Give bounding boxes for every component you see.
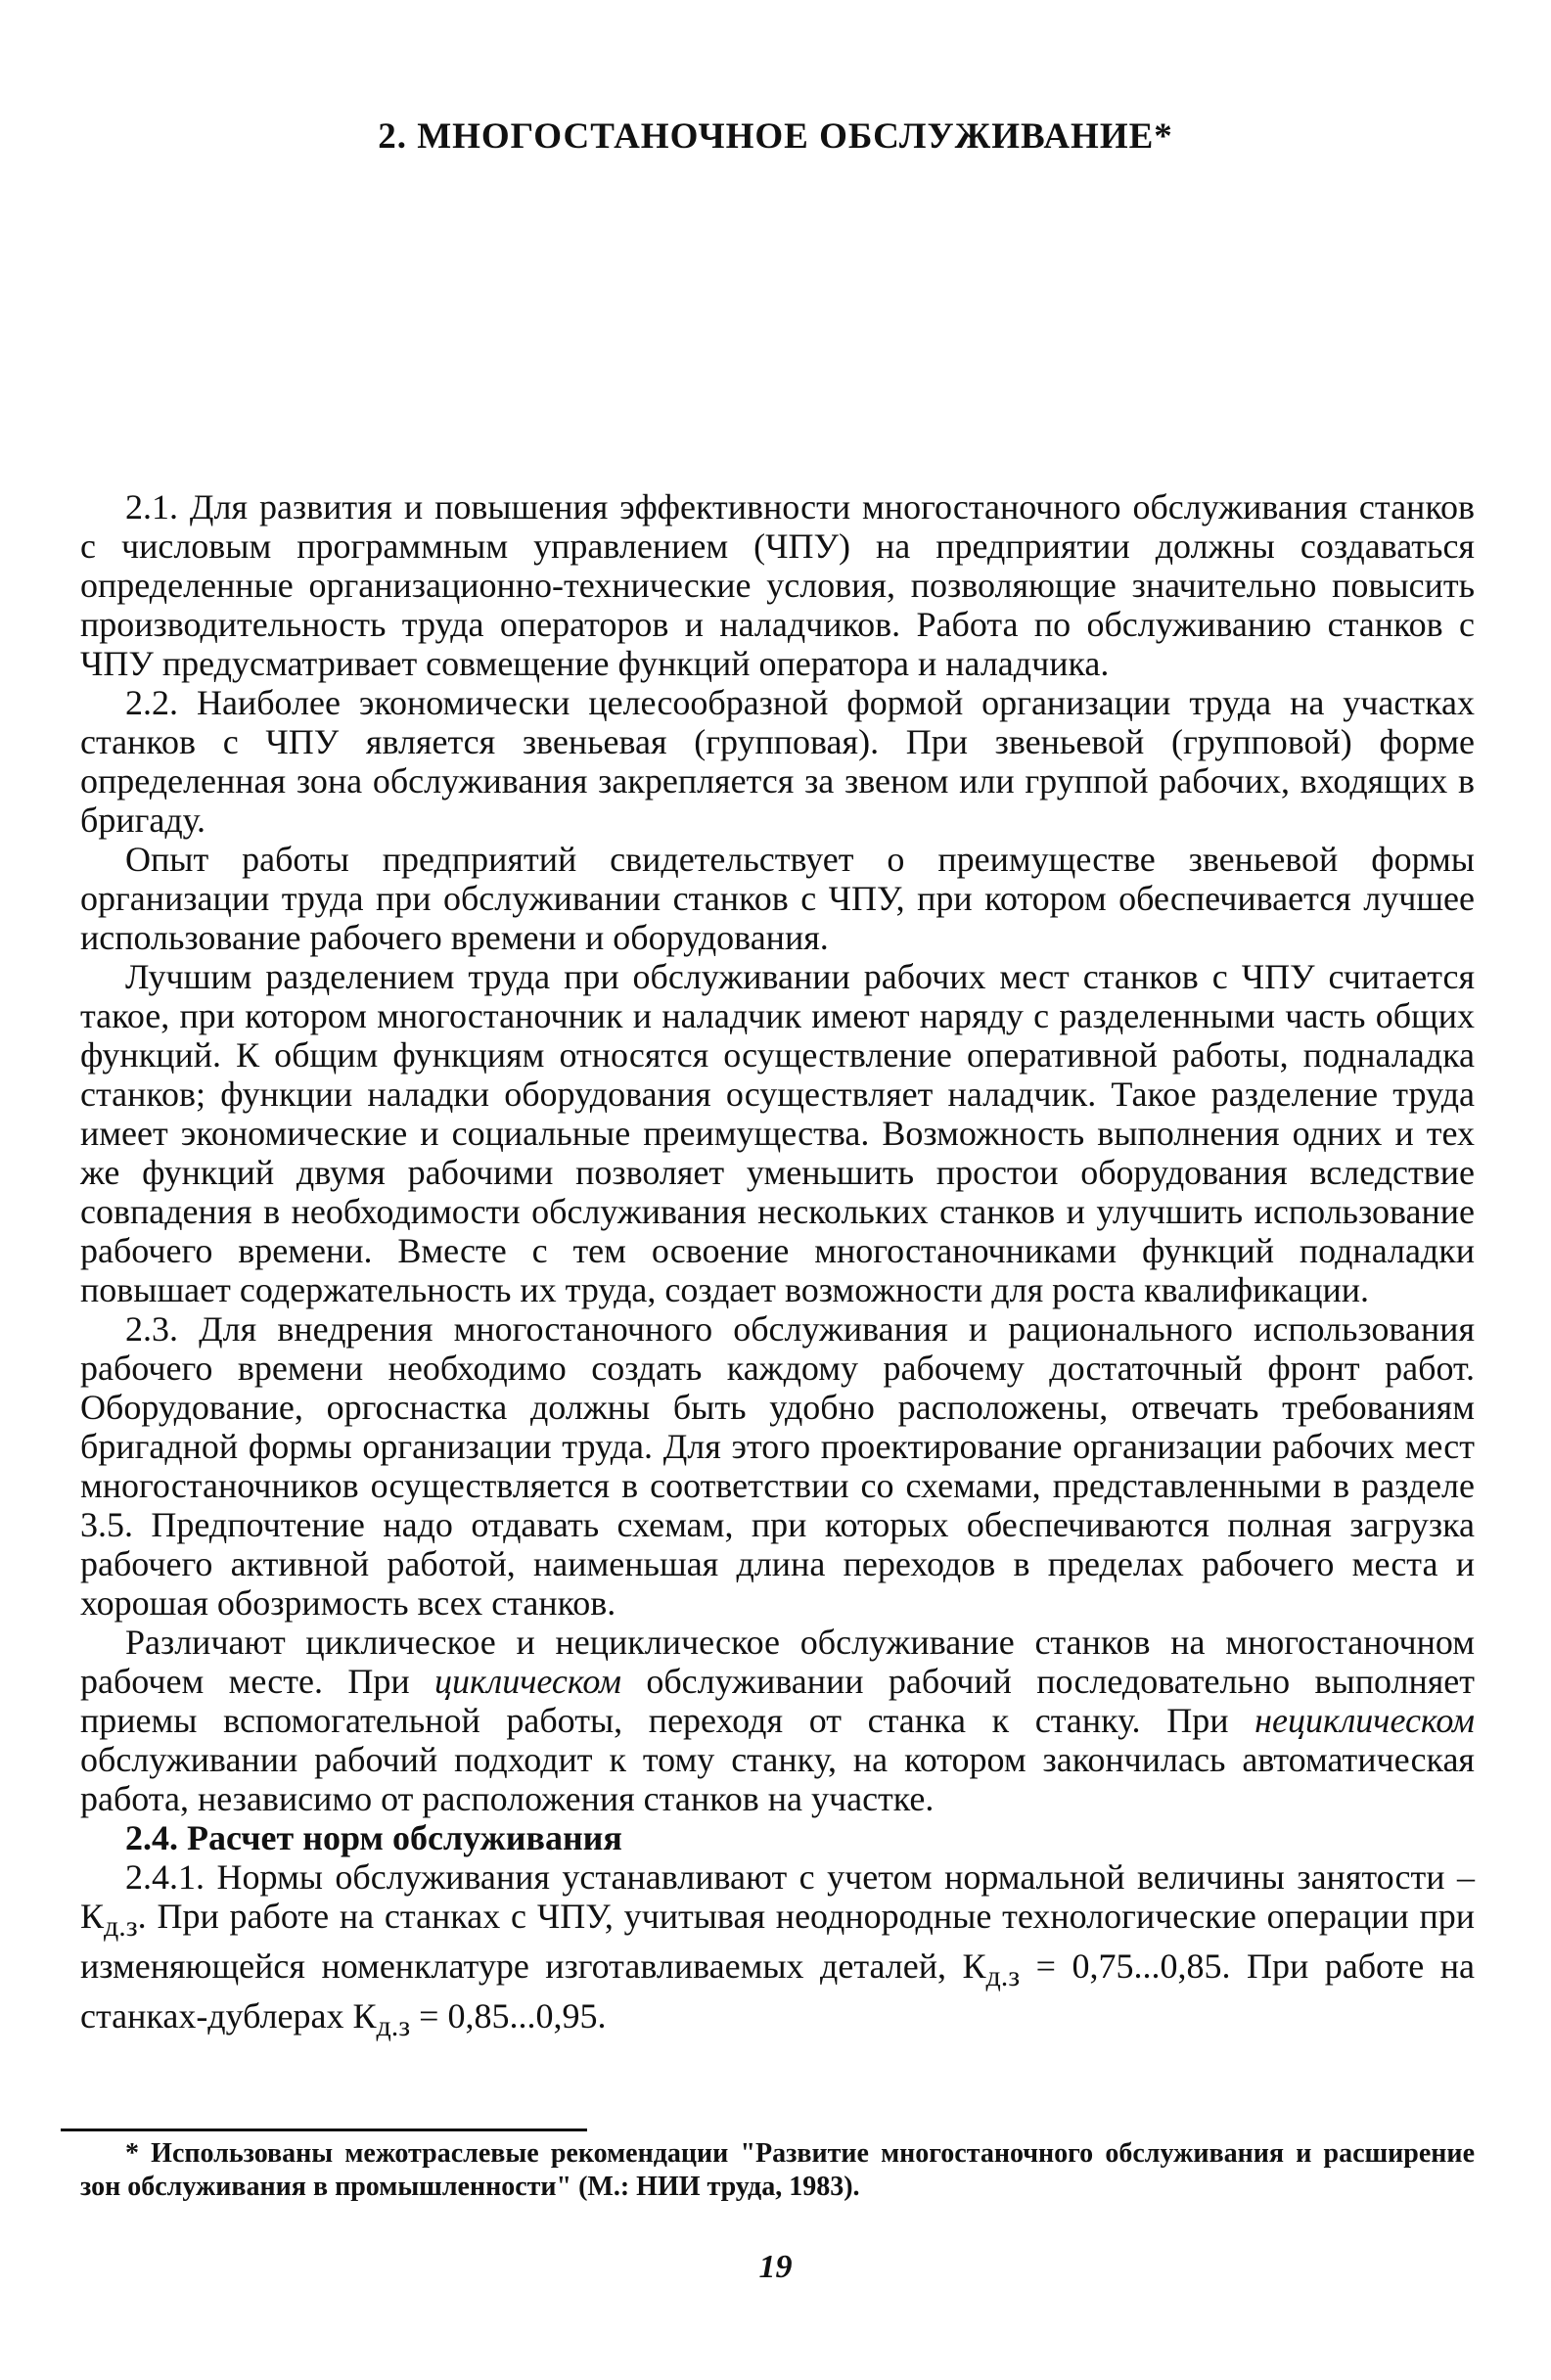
footnote-text: * Использованы межотраслевые рекомендации "Развитие многостаночного обслуживания и расширение зон обслуживания в промышленности" (М.: НИИ труда, 1983). bbox=[80, 2138, 1475, 2202]
paragraph-number: 2.2. bbox=[125, 683, 178, 722]
page-number: 19 bbox=[758, 2249, 793, 2285]
paragraph-text: Для внедрения многостаночного обслуживания и рационального использования рабочего времени необходимо создать каждому рабочему достаточный фронт работ. Оборудование, оргоснастка должны быть удобно расположены, отвечать требованиям бригадной формы организации труда. Для этого проектирование организации рабочих мест многостаночников осуществляется в соответствии со схемами, представленными в разделе 3.5. Предпочтение надо отдавать схемам, при которых обеспечиваются полная загрузка рабочего активной работой, наименьшая длина переходов в пределах рабочего места и хорошая обозримость всех станков. bbox=[80, 1309, 1475, 1623]
subscript: д.з bbox=[376, 2010, 411, 2043]
paragraph-number: 2.3. bbox=[125, 1309, 178, 1349]
paragraph-text: Для развития и повышения эффективности многостаночного обслуживания станков с числовым программным управлением (ЧПУ) на предприятии должны создаваться определенные организационно-технические условия, позволяющие значительно повысить производительность труда операторов и наладчиков. Работа по обслуживанию станков с ЧПУ предусматривает совмещение функций оператора и наладчика. bbox=[80, 487, 1475, 683]
paragraph-text: Опыт работы предприятий свидетельствует о преимуществе звеньевой формы организации труда при обслуживании станков с ЧПУ, при котором обеспечивается лучшее использование рабочего времени и оборудования. bbox=[80, 840, 1475, 957]
paragraph-cyclic bbox=[80, 1623, 1475, 1818]
page-title: 2. МНОГОСТАНОЧНОЕ ОБСЛУЖИВАНИЕ* bbox=[378, 116, 1173, 157]
paragraph-2-1 bbox=[80, 487, 1475, 683]
italic-term: нециклическом bbox=[1254, 1701, 1475, 1740]
paragraph-text: . При работе на станках с ЧПУ, учитывая неоднородные технологические операции при изменяющейся номенклатуре изготавливаемых деталей, К bbox=[80, 1897, 1475, 1987]
paragraph-experience bbox=[80, 840, 1475, 957]
paragraph-text: Наиболее экономически целесообразной формой организации труда на участках станков с ЧПУ является звеньевая (групповая). При звеньевой (групповой) форме определенная зона обслуживания закрепляется за звеном или группой рабочих, входящих в бригаду. bbox=[80, 683, 1475, 840]
paragraph-number: 2.4.1. bbox=[125, 1857, 205, 1897]
paragraph-2-4-1 bbox=[80, 1857, 1475, 2047]
paragraph-2-2 bbox=[80, 683, 1475, 840]
paragraph-division-of-labor bbox=[80, 957, 1475, 1309]
paragraph-text: Лучшим разделением труда при обслуживании рабочих мест станков с ЧПУ считается такое, при котором многостаночник и наладчик имеют наряду с разделенными часть общих функций. К общим функциям относятся осуществление оперативной работы, подналадка станков; функции наладки оборудования осуществляет наладчик. Такое разделение труда имеет экономические и социальные преимущества. Возможность выполнения одних и тех же функций двумя рабочими позволяет уменьшить простои оборудования вследствие совпадения в необходимости обслуживания нескольких станков и улучшить использование рабочего времени. Вместе с тем освоение многостаночниками функций подналадки повышает содержательность их труда, создает возможности для роста квалификации. bbox=[80, 957, 1475, 1309]
section-subheading: 2.4. Расчет норм обслуживания bbox=[125, 1818, 622, 1857]
paragraph-text: = 0,85...0,95. bbox=[410, 1996, 607, 2037]
paragraph-text: = 0,75...0,85. При работе на станках-дублерах К bbox=[80, 1946, 1475, 2037]
footnote bbox=[80, 2137, 1475, 2204]
paragraph-2-3 bbox=[80, 1309, 1475, 1623]
footnote-divider bbox=[61, 2128, 587, 2131]
subscript: д.з bbox=[985, 1960, 1021, 1993]
paragraph-text: обслуживании рабочий подходит к тому станку, на котором закончилась автоматическая работа, независимо от расположения станков на участке. bbox=[80, 1740, 1475, 1818]
paragraph-text: Различают циклическое и нециклическое обслуживание станков на многостаночном рабочем месте. При bbox=[80, 1623, 1475, 1701]
paragraph-number: 2.1. bbox=[125, 487, 178, 526]
paragraph-text: обслуживании рабочий последовательно выполняет приемы вспомогательной работы, переходя от станка к станку. При bbox=[80, 1662, 1475, 1740]
italic-term: циклическом bbox=[433, 1662, 621, 1701]
body-text bbox=[80, 487, 1475, 2047]
subscript: д.з bbox=[104, 1910, 138, 1944]
paragraph-text: Нормы обслуживания устанавливают с учетом нормальной величины занятости – К bbox=[80, 1857, 1475, 1936]
